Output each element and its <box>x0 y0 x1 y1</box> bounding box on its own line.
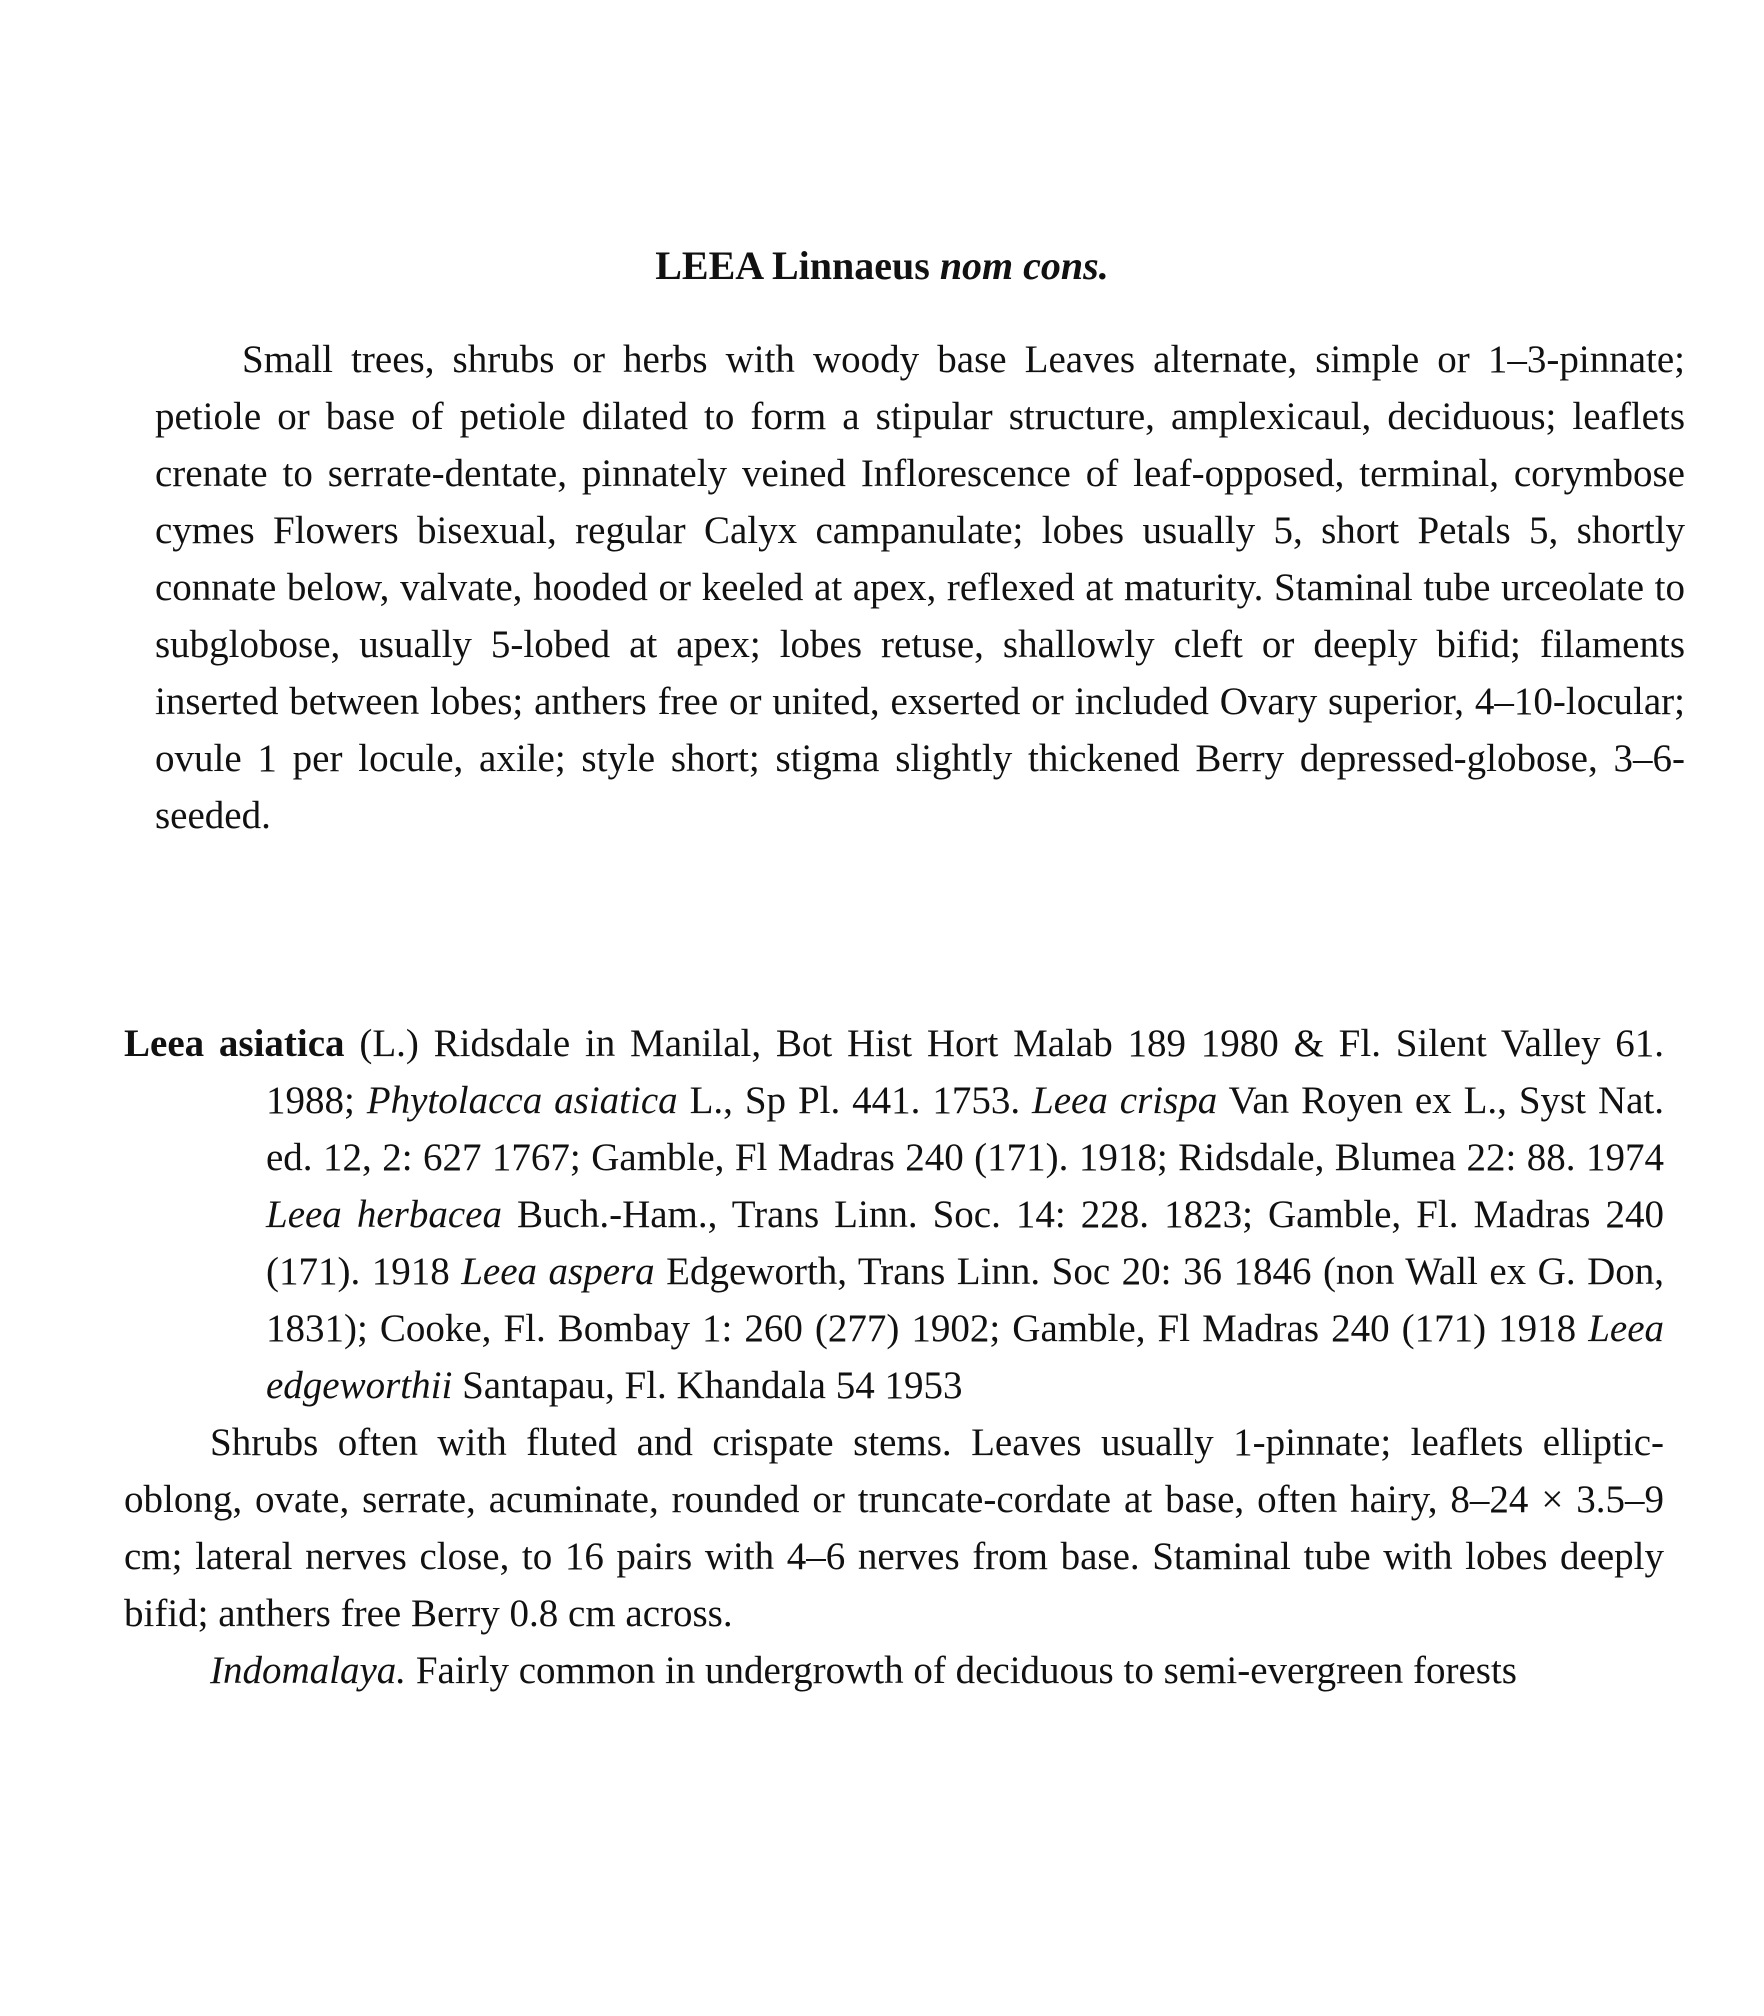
nomenclatural-status: nom cons. <box>939 243 1109 288</box>
synonymy-text: Buch.-Ham., Trans Linn. Soc. 14: 228. 1823; Gamble, Fl. Madras 240 (171). 1918 <box>266 1193 1664 1293</box>
species-entry <box>124 1015 1664 1699</box>
synonym-name: Leea crispa <box>1032 1079 1218 1122</box>
synonym-name: Leea herbacea <box>266 1193 502 1236</box>
species-synonymy <box>124 1015 1664 1414</box>
synonymy-text: L., Sp Pl. 441. 1753. <box>677 1079 1033 1122</box>
synonymy-text: Edgeworth, Trans Linn. Soc 20: 36 1846 (non Wall ex G. Don, 1831); Cooke, Fl. Bombay 1: 260 (277) 1902; Gamble, Fl Madras 240 (171) 1918 <box>266 1250 1664 1350</box>
synonym-name: Phytolacca asiatica <box>366 1079 678 1122</box>
synonymy-text: Van Royen ex L., Syst Nat. ed. 12, 2: 627 1767; Gamble, Fl Madras 240 (171). 1918; Ridsdale, Blumea 22: 88. 1974 <box>266 1079 1665 1179</box>
synonymy-text: (L.) Ridsdale in Manilal, Bot Hist Hort Malab 189 1980 & Fl. Silent Valley 61. 1988; <box>266 1022 1664 1122</box>
synonym-name: Leea edgeworthii <box>266 1307 1664 1407</box>
synonym-name: Leea aspera <box>461 1250 655 1293</box>
species-description: Shrubs often with fluted and crispate stems. Leaves usually 1-pinnate; leaflets elliptic-oblong, ovate, serrate, acuminate, rounded or truncate-cordate at base, often hairy, 8–24 × 3.5–9 cm; lateral nerves close, to 16 pairs with 4–6 nerves from base. Staminal tube with lobes deeply bifid; anthers free Berry 0.8 cm across. <box>124 1421 1664 1635</box>
distribution-region: Indomalaya. <box>210 1649 407 1692</box>
species-name: Leea asiatica <box>124 1022 345 1065</box>
synonymy-text: Santapau, Fl. Khandala 54 1953 <box>452 1364 963 1407</box>
distribution-text: Fairly common in undergrowth of deciduous to semi-evergreen forests <box>406 1649 1517 1692</box>
genus-description: Small trees, shrubs or herbs with woody base Leaves alternate, simple or 1–3-pinnate; petiole or base of petiole dilated to form a stipular structure, amplexicaul, deciduous; leaflets crenate to serrate-dentate, pinnately veined Inflorescence of leaf-opposed, terminal, corymbose cymes Flowers bisexual, regular Calyx campanulate; lobes usually 5, short Petals 5, shortly connate below, valvate, hooded or keeled at apex, reflexed at maturity. Staminal tube urceolate to subglobose, usually 5-lobed at apex; lobes retuse, shallowly cleft or deeply bifid; filaments inserted between lobes; anthers free or united, exserted or included Ovary superior, 4–10-locular; ovule 1 per locule, axile; style short; stigma slightly thickened Berry depressed-globose, 3–6-seeded. <box>155 338 1685 837</box>
genus-heading <box>0 238 1764 294</box>
species-distribution <box>124 1642 1664 1699</box>
genus-author: Linnaeus <box>771 243 930 288</box>
genus-name: LEEA <box>655 243 762 288</box>
